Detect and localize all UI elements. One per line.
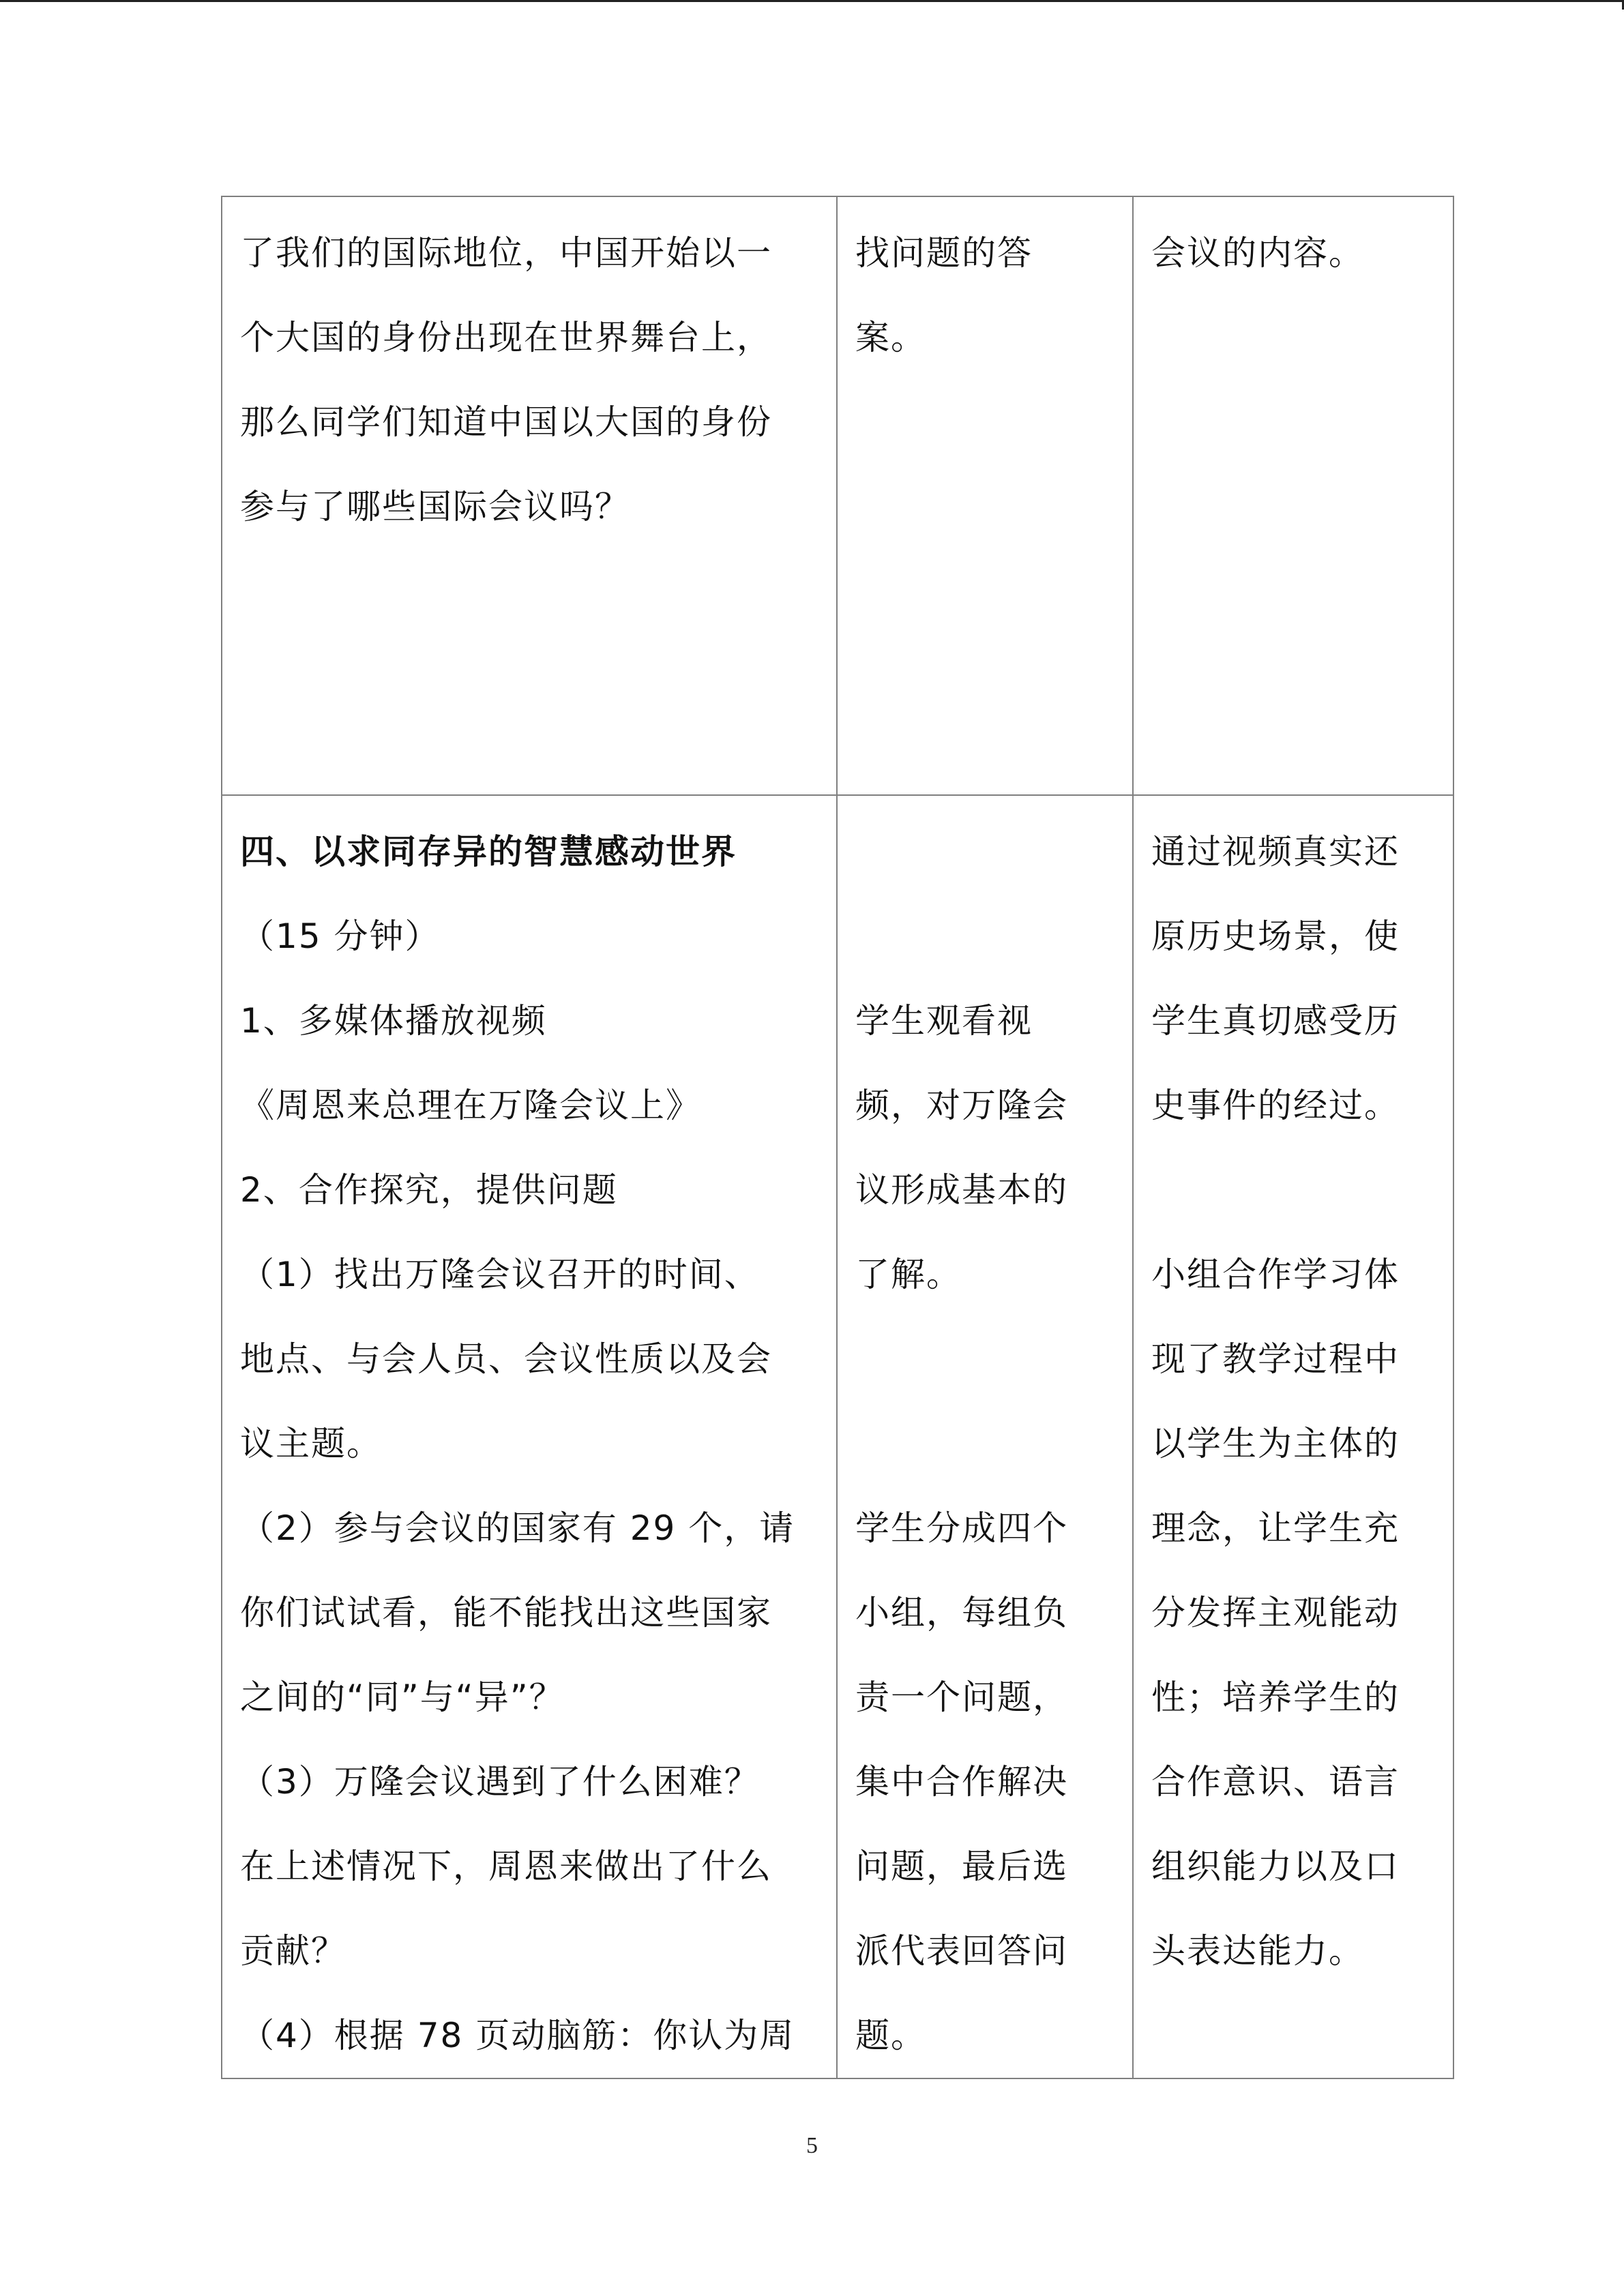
text-line: 2、合作探究，提供问题	[240, 1170, 618, 1210]
text-line: 了我们的国际地位，中国开始以一	[240, 233, 772, 273]
text-line: 现了教学过程中	[1151, 1339, 1400, 1379]
top-border-line	[0, 0, 1624, 2]
text-line: 1、多媒体播放视频	[240, 1001, 547, 1041]
text-line: 学生观看视	[855, 1001, 1033, 1041]
text-line: 头表达能力。	[1151, 1931, 1364, 1971]
text-line: 问题，最后选	[855, 1847, 1068, 1886]
text-line: 派代表回答问	[855, 1931, 1068, 1971]
text-line: 了解。	[855, 1255, 962, 1294]
text-line: 贡献？	[240, 1931, 346, 1971]
text-line: 通过视频真实还	[1151, 832, 1400, 871]
text-line: 学生分成四个	[855, 1508, 1068, 1548]
student-activity-cell	[837, 196, 1133, 795]
text-line: 会议的内容。	[1151, 233, 1364, 273]
text-line: 小组，每组负	[855, 1593, 1068, 1632]
text-line: 原历史场景，使	[1151, 916, 1400, 956]
text-line: （1）找出万隆会议召开的时间、	[240, 1255, 760, 1294]
spacer	[1151, 1148, 1435, 1232]
text-line: 集中合作解决	[855, 1762, 1068, 1802]
spacer	[855, 894, 1114, 979]
text-line: 性；培养学生的	[1151, 1678, 1400, 1717]
student-activity-cell	[837, 795, 1133, 2078]
text-line: 组织能力以及口	[1151, 1847, 1400, 1886]
page-number: 5	[806, 2133, 818, 2158]
spacer	[855, 809, 1114, 894]
text-line: 个大国的身份出现在世界舞台上，	[240, 318, 772, 357]
text-line: 分发挥主观能动	[1151, 1593, 1400, 1632]
table-row	[222, 795, 1453, 2078]
text-line: 《周恩来总理在万隆会议上》	[240, 1086, 701, 1125]
text-line: 以学生为主体的	[1151, 1424, 1400, 1463]
text-line: （4）根据 78 页动脑筋：你认为周	[240, 2016, 795, 2055]
text-line: 议主题。	[240, 1424, 382, 1463]
text-line: 频，对万隆会	[855, 1086, 1068, 1125]
text-line: 在上述情况下，周恩来做出了什么	[240, 1847, 772, 1886]
text-line: 议形成基本的	[855, 1170, 1068, 1210]
text-line: 合作意识、语言	[1151, 1762, 1400, 1802]
text-line: （3）万隆会议遇到了什么困难？	[240, 1762, 760, 1802]
text-line: 找问题的答	[855, 233, 1033, 273]
design-intent-cell	[1133, 795, 1453, 2078]
text-line: 之间的“同”与“异”？	[240, 1678, 565, 1717]
spacer	[855, 1317, 1114, 1401]
text-line: （2）参与会议的国家有 29 个，请	[240, 1508, 795, 1548]
text-line: 小组合作学习体	[1151, 1255, 1400, 1294]
teacher-activity-cell	[222, 795, 837, 2078]
text-line: 参与了哪些国际会议吗？	[240, 487, 630, 526]
text-line: 案。	[855, 318, 926, 357]
text-line: 那么同学们知道中国以大国的身份	[240, 402, 772, 442]
text-line: 你们试试看，能不能找出这些国家	[240, 1593, 772, 1632]
text-line: 题。	[855, 2016, 926, 2055]
spacer	[855, 1401, 1114, 1486]
text-line: 史事件的经过。	[1151, 1086, 1400, 1125]
text-line: 理念，让学生充	[1151, 1508, 1400, 1548]
text-line: 责一个问题，	[855, 1678, 1068, 1717]
lesson-plan-table	[221, 196, 1454, 2079]
table-row	[222, 196, 1453, 795]
teacher-activity-cell	[222, 196, 837, 795]
design-intent-cell	[1133, 196, 1453, 795]
text-line: 学生真切感受历	[1151, 1001, 1400, 1041]
section-heading: 四、以求同存异的智慧感动世界	[240, 832, 737, 871]
section-duration: （15 分钟）	[240, 916, 441, 956]
text-line: 地点、与会人员、会议性质以及会	[240, 1339, 772, 1379]
